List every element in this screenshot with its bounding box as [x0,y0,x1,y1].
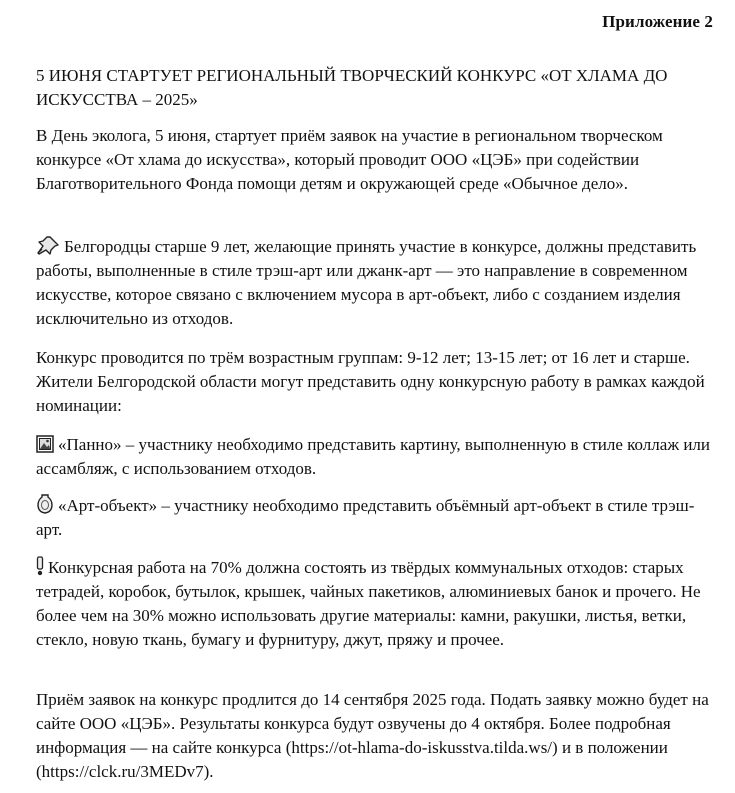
paragraph-materials-text: Конкурсная работа на 70% должна состоять из твёрдых коммунальных отходов: старых тетрадей, коробок, бутылок, крышек, чайных пакетиков, алюминиевых банок и прочего. Не более чем на 30% можно использовать другие материалы: камни, ракушки, листья, ветки, стекло, новую ткань, бумагу и фурнитуру, джут, пряжу и прочее. [36,558,701,649]
vase-icon [36,494,54,514]
paragraph-art-object-text: «Арт-объект» – участнику необходимо представить объёмный арт-объект в стиле трэш-арт. [36,496,695,539]
paragraph-age-groups [36,346,716,418]
appendix-label: Приложение 2 [602,12,713,31]
paragraph-intro-text: В День эколога, 5 июня, стартует приём заявок на участие в региональном творческом конкурсе «От хлама до искусства», который проводит ООО «ЦЭБ» при содействии Благотворительного Фонда помощи детям и окружающей среде «Обычное дело». [36,126,663,193]
paragraph-panno-text: «Панно» – участнику необходимо представить картину, выполненную в стиле коллаж или ассамбляж, с использованием отходов. [36,435,710,478]
paragraph-deadline-text: Приём заявок на конкурс продлится до 14 сентября 2025 года. Подать заявку можно будет на сайте ООО «ЦЭБ». Результаты конкурса будут озвучены до 4 октября. Более подробная информация — на сайте конкурса (https://ot-hlama-do-iskusstva.tilda.ws/) и в положении (https://clck.ru/3MEDv7). [36,690,709,781]
paragraph-participants-text: Белгородцы старше 9 лет, желающие принять участие в конкурсе, должны представить работы, выполненные в стиле трэш-арт или джанк-арт — это направление в современном искусстве, которое связано с включением мусора в арт-объект, либо с созданием изделия исключительно из отходов. [36,237,697,328]
paragraph-materials [36,556,716,652]
framed-picture-icon [36,435,54,453]
paragraph-art-object [36,494,716,542]
paragraph-participants [36,235,716,331]
exclamation-icon [36,556,44,576]
paragraph-panno [36,433,716,481]
paragraph-intro [36,124,716,196]
document-title: 5 ИЮНЯ СТАРТУЕТ РЕГИОНАЛЬНЫЙ ТВОРЧЕСКИЙ КОНКУРС «ОТ ХЛАМА ДО ИСКУССТВА – 2025» [36,66,668,109]
pushpin-icon [36,235,60,255]
paragraph-deadline [36,688,716,784]
paragraph-age-groups-text: Конкурс проводится по трём возрастным группам: 9-12 лет; 13-15 лет; от 16 лет и старше. Жители Белгородской области могут представить одну конкурсную работу в рамках каждой номинации: [36,348,705,415]
